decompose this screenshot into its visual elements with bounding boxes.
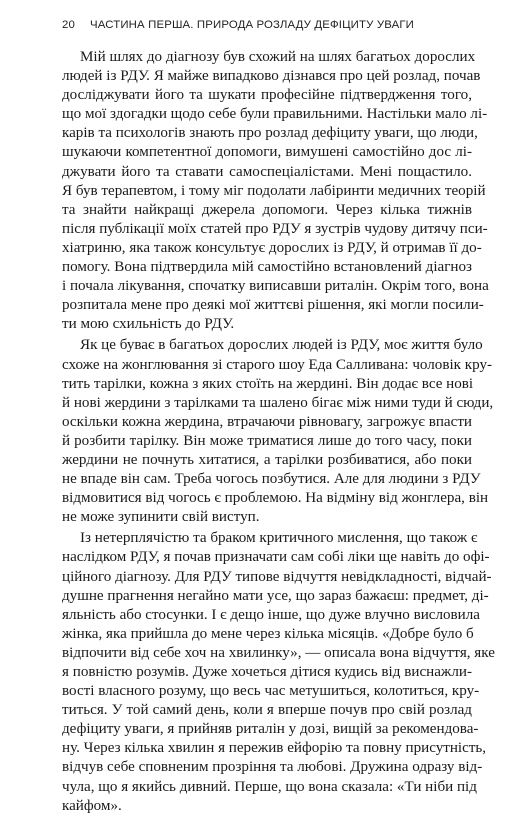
- text-line: дефіциту уваги, я прийняв риталін у дозі, вищій за рекомендова-: [62, 721, 479, 738]
- text-line: після публікації моїх статей про РДУ я зустрів чудову дитячу пси-: [62, 220, 488, 237]
- text-line: відмовитися від чогось є проблемою. На відміну від жонглера, він: [62, 490, 489, 507]
- text-line: схоже на жонглювання зі старого шоу Еда Салливана: чоловік кру-: [62, 356, 493, 373]
- text-line: та знайти найкращі джерела допомоги. Через кілька тижнів: [62, 201, 472, 218]
- text-line: людей із РДУ. Я майже випадково дізнався про цей розлад, почав: [62, 68, 481, 85]
- text-line: не впаде він сам. Треба чогось позбутися. Але для людини з РДУ: [62, 471, 481, 488]
- text-line: Як це буває в багатьох дорослих людей із РДУ, моє життя було: [80, 337, 483, 354]
- text-line: джувати його та ставати самоспеціалістами. Мені пощастило.: [62, 163, 472, 180]
- text-line: яльність або стосунки. І є дещо інше, що дуже влучно висловила: [62, 606, 480, 623]
- text-line: Я був терапевтом, і тому міг подолати лабіринти медичних теорій: [62, 182, 486, 199]
- page-header: [62, 19, 468, 35]
- text-line: жердини не почнуть хитатися, а тарілки розбиватися, або поки: [62, 451, 472, 468]
- text-line: і почала лікування, спочатку виписавши риталін. Окрім того, вона: [62, 278, 489, 295]
- paragraph-2: [62, 336, 494, 527]
- text-line: ну. Через кілька хвилин я пережив ейфорію та повну присутність,: [62, 740, 487, 757]
- text-line: вості власного розуму, що весь час метушиться, колотиться, кру-: [62, 683, 480, 700]
- text-line: досліджувати його та шукати професійне підтвердження того,: [62, 87, 472, 104]
- page-number: 20: [62, 19, 75, 31]
- text-line: чула, що я якийсь дивний. Перше, що вона сказала: «Ти ніби під: [62, 778, 477, 795]
- text-line: я повністю розумів. Дуже хочеться дітися кудись від виснажли-: [62, 664, 472, 680]
- text-line: наслідком РДУ, я почав призначати сам собі ліки ще навіть до офі-: [62, 549, 490, 566]
- text-line: ти мою схильність до РДУ.: [62, 316, 235, 333]
- text-line: Із нетерплячістю та браком критичного мислення, що також є: [80, 530, 478, 547]
- running-head: ЧАСТИНА ПЕРША. ПРИРОДА РОЗЛАДУ ДЕФІЦИТУ УВАГИ: [90, 19, 414, 31]
- text-line: й розбити тарілку. Він може триматися лише до того часу, поки: [62, 432, 472, 449]
- text-line: що мої здогадки щодо себе були правильними. Настільки мало лі-: [62, 106, 488, 123]
- text-line: й нові жердини з тарілками та шалено бігає між ними туди й сюди,: [62, 394, 494, 411]
- text-line: ційного діагнозу. Для РДУ типове відчуття невідкладності, відчай-: [62, 568, 492, 585]
- text-line: жінка, яка прийшла до мене через кілька місяців. «Добре було б: [62, 625, 474, 642]
- body-text: [62, 48, 495, 816]
- text-line: кайфом».: [62, 797, 122, 814]
- text-line: розпитала мене про деякі мої життєві рішення, які могли посили-: [62, 297, 484, 314]
- text-line: відчув себе сповненим прозріння та любові. Дружина одразу від-: [62, 759, 483, 776]
- text-line: Мій шлях до діагнозу був схожий на шлях багатьох дорослих: [80, 49, 476, 65]
- text-line: оскільки кожна жердина, втрачаючи рівновагу, загрожує впасти: [62, 413, 472, 430]
- paragraph-1: [62, 48, 489, 334]
- text-line: хіатриню, яка також консультує дорослих із РДУ, й отримав її до-: [62, 239, 482, 256]
- text-line: помогу. Вона підтвердила мій самостійно встановлений діагноз: [62, 259, 472, 276]
- text-line: титься. У той самий день, коли я вперше почув про свій розлад: [62, 702, 472, 719]
- paragraph-3: [62, 529, 495, 815]
- text-line: відпочити від себе хоч на хвилинку», — описала вона відчуття, яке: [62, 644, 495, 661]
- text-line: тить тарілки, кожна з яких стоїть на жердині. Він додає все нові: [62, 375, 474, 392]
- text-line: шукаючи компетентної допомоги, вимушені самостійно дос лі-: [62, 144, 472, 161]
- text-line: душне прагнення негайно мати усе, що зараз бажаєш: предмет, ді-: [62, 587, 489, 604]
- text-line: не може зупинити свій виступ.: [62, 509, 260, 526]
- text-line: карів та психологів знають про розлад дефіциту уваги, що люди,: [62, 125, 478, 142]
